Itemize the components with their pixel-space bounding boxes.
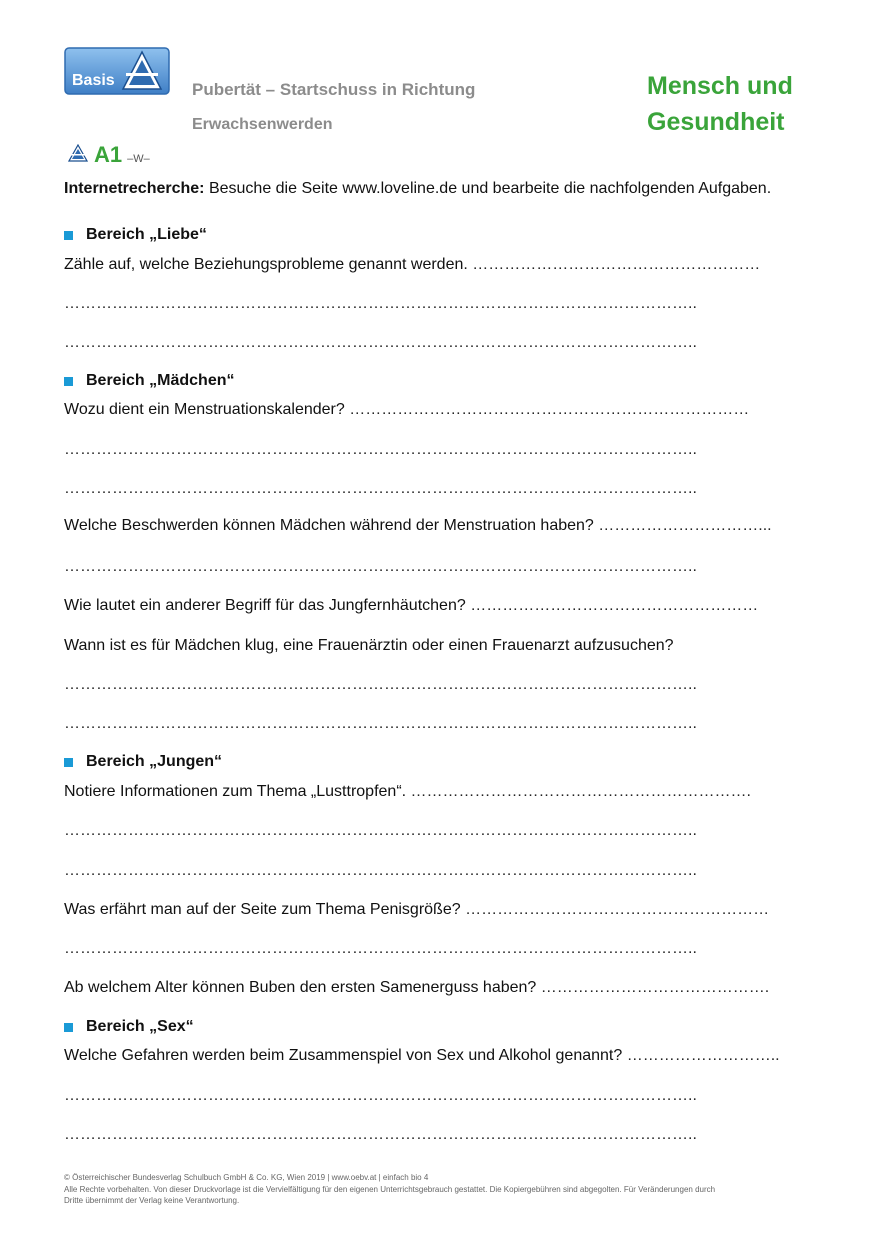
answer-line[interactable]: ……………………………………………………………………………………………………….. xyxy=(64,676,697,693)
answer-line[interactable]: ……………………………………………………………………………………………………….. xyxy=(64,334,697,351)
answer-line[interactable]: ……………………………………………………………………………………………………….. xyxy=(64,441,697,458)
question-text: Welche Gefahren werden beim Zusammenspiel von Sex und Alkohol genannt? xyxy=(64,1047,627,1064)
answer-field[interactable]: ………………………………………………………. xyxy=(410,783,751,800)
bullet-square-icon xyxy=(64,1023,73,1032)
question-maedchen-1 xyxy=(64,400,814,420)
section-heading-maedchen xyxy=(64,372,234,390)
question-maedchen-2 xyxy=(64,516,814,536)
answer-line[interactable]: ……………………………………………………………………………………………………….. xyxy=(64,295,697,312)
task-tag: –W– xyxy=(127,153,150,165)
basis-logo-graphic xyxy=(64,47,170,95)
footer-copyright: © Österreichischer Bundesverlag Schulbuch GmbH & Co. KG, Wien 2019 | www.oebv.at | einfach bio 4 xyxy=(64,1173,429,1182)
answer-field[interactable]: ……………………………………. xyxy=(540,979,770,996)
question-jungen-3 xyxy=(64,978,814,998)
intro-text xyxy=(64,179,814,199)
answer-line[interactable]: ……………………………………………………………………………………………………….. xyxy=(64,1126,697,1143)
answer-line[interactable]: ……………………………………………………………………………………………………….. xyxy=(64,822,697,839)
footer-disclaimer: Dritte übernimmt der Verlag keine Verantwortung. xyxy=(64,1196,240,1205)
answer-line[interactable]: ……………………………………………………………………………………………………….. xyxy=(64,940,697,957)
question-text: Welche Beschwerden können Mädchen während der Menstruation haben? xyxy=(64,517,599,534)
question-text: Wie lautet ein anderer Begriff für das Jungfernhäutchen? xyxy=(64,597,471,614)
footer-rights: Alle Rechte vorbehalten. Von dieser Druckvorlage ist die Vervielfältigung für den eigenen Unterrichtsgebrauch gestattet. Die Kopiergebühren sind abgegolten. Für Veränderungen durch xyxy=(64,1185,716,1194)
svg-text:Basis: Basis xyxy=(72,72,115,89)
triangle-icon xyxy=(68,144,88,162)
section-heading-liebe xyxy=(64,226,207,244)
section-heading-sex xyxy=(64,1018,194,1036)
question-sex-1 xyxy=(64,1046,814,1066)
question-jungen-1 xyxy=(64,782,814,802)
answer-line[interactable]: ……………………………………………………………………………………………………….. xyxy=(64,1087,697,1104)
heading-text: Bereich „Liebe“ xyxy=(86,226,207,243)
bullet-square-icon xyxy=(64,377,73,386)
subject-line2: Gesundheit xyxy=(647,108,785,136)
basis-logo xyxy=(64,47,170,95)
question-text: Was erfährt man auf der Seite zum Thema Penisgröße? xyxy=(64,901,466,918)
answer-line[interactable]: ……………………………………………………………………………………………………….. xyxy=(64,480,697,497)
answer-field[interactable]: ……………………………………………… xyxy=(470,597,759,614)
answer-field[interactable]: ……………………………………………… xyxy=(472,256,761,273)
question-jungen-2 xyxy=(64,900,814,920)
question-text: Ab welchem Alter können Buben den ersten Samenerguss haben? xyxy=(64,979,541,996)
question-maedchen-4: Wann ist es für Mädchen klug, eine Frauenärztin oder einen Frauenarzt aufzusuchen? xyxy=(64,637,674,654)
answer-line[interactable]: ……………………………………………………………………………………………………….. xyxy=(64,862,697,879)
subtitle-line1: Pubertät – Startschuss in Richtung xyxy=(192,80,476,99)
subtitle-line2: Erwachsenwerden xyxy=(192,116,333,133)
answer-field[interactable]: ………………………………………………………………… xyxy=(349,401,750,418)
question-text: Wozu dient ein Menstruationskalender? xyxy=(64,401,350,418)
answer-field[interactable]: ……………………….. xyxy=(626,1047,780,1064)
heading-text: Bereich „Jungen“ xyxy=(86,753,223,770)
answer-line[interactable]: ……………………………………………………………………………………………………….. xyxy=(64,558,697,575)
heading-text: Bereich „Mädchen“ xyxy=(86,372,235,389)
section-heading-jungen xyxy=(64,753,222,771)
intro-body: Besuche die Seite www.loveline.de und bearbeite die nachfolgenden Aufgaben. xyxy=(204,180,772,197)
bullet-square-icon xyxy=(64,231,73,240)
question-liebe-1 xyxy=(64,255,814,275)
question-maedchen-3 xyxy=(64,596,814,616)
answer-field[interactable]: …………………………... xyxy=(598,517,772,534)
task-label xyxy=(68,142,150,168)
task-number: A1 xyxy=(94,142,123,167)
answer-field[interactable]: ………………………………………………… xyxy=(465,901,770,918)
heading-text: Bereich „Sex“ xyxy=(86,1018,194,1035)
question-text: Zähle auf, welche Beziehungsprobleme genannt werden. xyxy=(64,256,473,273)
question-text: Notiere Informationen zum Thema „Lusttropfen“. xyxy=(64,783,411,800)
answer-line[interactable]: ……………………………………………………………………………………………………….. xyxy=(64,715,697,732)
bullet-square-icon xyxy=(64,758,73,767)
subject-line1: Mensch und xyxy=(647,72,793,100)
intro-bold: Internetrecherche: xyxy=(64,180,205,197)
